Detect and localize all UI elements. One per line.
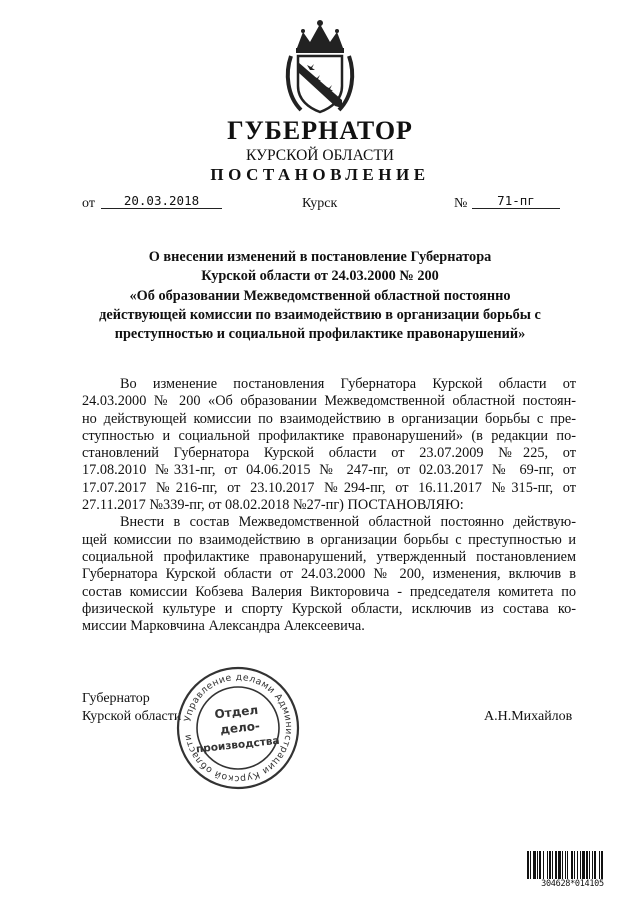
governor-title: ГУБЕРНАТОР [227, 116, 413, 145]
barcode-bar [577, 851, 578, 881]
stamp-center-line1: Отдел [213, 702, 259, 722]
document-number: 71-пг [472, 193, 560, 209]
barcode-bar [549, 851, 551, 881]
barcode-bar [580, 851, 581, 881]
barcode-bar [586, 851, 588, 881]
barcode-bar [567, 851, 568, 881]
barcode-bar [539, 851, 541, 881]
barcode-bar [533, 851, 536, 881]
office-stamp [174, 664, 302, 792]
barcode-bar [562, 851, 563, 881]
heading-line: «Об образовании Межведомственной областной постоянно [129, 287, 511, 304]
barcode-bar [530, 851, 531, 881]
stamp-center-line2: дело- [219, 718, 261, 737]
stamp-center-line3: производства [195, 734, 281, 756]
signatory-position-region: Курской области [82, 709, 182, 724]
body-line: социальной профилактике правонарушений, утвержденный постановлением [82, 548, 576, 565]
body-line: 27.11.2017 №339-пг, от 08.02.2018 №27-пг) ПОСТАНОВЛЯЮ: [82, 497, 464, 514]
barcode-bar [552, 851, 553, 881]
region-title: КУРСКОЙ ОБЛАСТИ [245, 147, 394, 164]
body-line: Во изменение постановления Губернатора Курской области от [120, 376, 576, 392]
coat-of-arms-icon [283, 18, 357, 116]
barcode-bar [537, 851, 538, 881]
barcode-bar [565, 851, 566, 881]
body-line: состав комиссии Кобзева Валерия Викторовича - председателя комитета по [82, 583, 576, 600]
barcode-bar [582, 851, 585, 881]
heading-line: О внесении изменений в постановление Губернатора [148, 249, 492, 265]
barcode-bar [571, 851, 573, 881]
body-line: 17.07.2017 №216-пг, от 23.10.2017 №294-пг, от 16.11.2017 №315-пг, от [82, 479, 576, 496]
number-prefix: № [454, 196, 468, 211]
signatory-position: Губернатор [82, 691, 150, 706]
heading-line: действующей комиссии по взаимодействию в организации борьбы с [99, 306, 541, 323]
barcode-bar [547, 851, 548, 881]
body-line: щей комиссии по взаимодействию в организации борьбы с преступностью и [82, 531, 576, 548]
barcode-bar [555, 851, 557, 881]
barcode-bar [527, 851, 529, 881]
barcode-bar [601, 851, 603, 881]
body-line: 17.08.2010 №331-пг, от 04.06.2015 № 247-пг, от 02.03.2017 № 69-пг, от [82, 462, 576, 479]
barcode-bar [592, 851, 593, 881]
body-line: физической культуре и спорту Курской области, исключив из состава ко- [82, 600, 576, 617]
document-date: 20.03.2018 [101, 193, 222, 209]
document-city: Курск [302, 196, 338, 211]
barcode-bar [599, 851, 600, 881]
body-line: Внести в состав Межведомственной областной постоянно действую- [120, 514, 576, 531]
barcode-number: 304628*014105 [525, 879, 620, 889]
barcode-bar [574, 851, 575, 881]
barcode-bar [543, 851, 544, 881]
heading-line: Курской области от 24.03.2000 № 200 [201, 268, 439, 285]
barcode-bar [594, 851, 596, 881]
body-line: 24.03.2000 № 200 «Об образовании Межведомственной областной постоян- [82, 393, 576, 410]
body-line: Губернатора Курской области от 24.03.2000 № 200, изменения, включив в [82, 566, 576, 583]
date-prefix: от [82, 196, 95, 211]
document-body [82, 376, 576, 635]
document-heading [60, 248, 580, 344]
signatory-name: А.Н.Михайлов [484, 709, 573, 724]
stamp-ring-text: Управление делами Администрации Курской области [182, 671, 295, 785]
document-type-title: ПОСТАНОВЛЕНИЕ [210, 165, 430, 184]
body-line: становлений Губернатора Курской области от 23.07.2009 №225, от [82, 445, 576, 462]
body-line: но действующей комиссии по взаимодействию в организации борьбы с пре- [82, 410, 576, 427]
heading-line: преступностью и социальной профилактике правонарушений» [114, 326, 526, 343]
body-line: миссии Марковчина Александра Алексеевича. [82, 618, 365, 635]
barcode-bar [558, 851, 561, 881]
barcode-bar [589, 851, 590, 881]
body-line: ступностью и социальной профилактике правонарушений» (в редакции по- [82, 427, 576, 444]
